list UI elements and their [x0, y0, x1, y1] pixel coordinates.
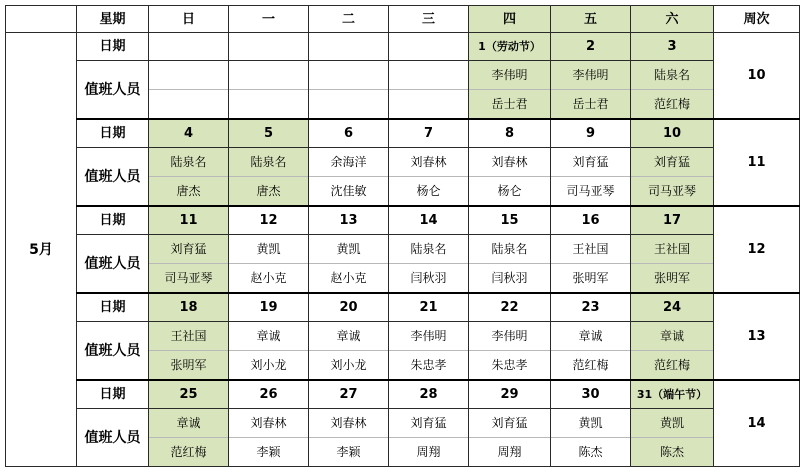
duty-person-secondary: 张明军 — [572, 271, 609, 285]
duty-cell — [229, 322, 309, 381]
date-row-label: 日期 — [77, 380, 149, 409]
duty-person-primary: 刘育猛 — [631, 148, 713, 177]
month-label: 5月 — [6, 33, 77, 467]
week-number: 12 — [714, 206, 800, 293]
duty-cell — [309, 235, 389, 294]
duty-person-secondary: 司马亚琴 — [164, 271, 213, 285]
weekday-header-label: 星期 — [77, 6, 149, 33]
duty-person-primary: 王社国 — [631, 235, 713, 264]
duty-person-primary: 李伟明 — [469, 322, 550, 351]
duty-person-primary: 陆泉名 — [229, 148, 308, 177]
duty-person-primary: 刘春林 — [229, 409, 308, 438]
duty-person-secondary: 唐杰 — [176, 184, 201, 198]
date-cell: 29 — [469, 380, 551, 409]
date-row — [6, 119, 800, 148]
date-cell: 11 — [149, 206, 229, 235]
duty-person-secondary: 闫秋羽 — [491, 271, 528, 285]
duty-cell — [389, 61, 469, 120]
duty-cell — [149, 322, 229, 381]
duty-person-primary: 刘春林 — [389, 148, 468, 177]
date-cell: 30 — [551, 380, 631, 409]
duty-person-secondary: 范红梅 — [653, 358, 690, 372]
duty-person-primary: 刘春林 — [309, 409, 388, 438]
day-header-mon: 一 — [229, 6, 309, 33]
duty-person-primary: 章诚 — [551, 322, 630, 351]
duty-person-primary: 章诚 — [229, 322, 308, 351]
duty-row-label: 值班人员 — [77, 322, 149, 381]
duty-row — [6, 322, 800, 381]
date-row — [6, 293, 800, 322]
date-cell: 15 — [469, 206, 551, 235]
duty-person-secondary: 杨仑 — [497, 184, 522, 198]
duty-person-secondary: 司马亚琴 — [647, 184, 696, 198]
duty-cell — [551, 148, 631, 207]
date-cell: 31（端午节） — [631, 380, 714, 409]
header-row — [6, 6, 800, 33]
duty-person-primary: 李伟明 — [469, 61, 550, 90]
date-cell: 19 — [229, 293, 309, 322]
date-cell: 5 — [229, 119, 309, 148]
day-header-tue: 二 — [309, 6, 389, 33]
duty-person-secondary: 张明军 — [170, 358, 207, 372]
date-cell: 28 — [389, 380, 469, 409]
duty-person-secondary — [149, 90, 228, 118]
day-header-thu: 四 — [469, 6, 551, 33]
duty-person-primary — [389, 61, 468, 90]
duty-person-secondary: 刘小龙 — [330, 358, 367, 372]
duty-cell — [389, 322, 469, 381]
duty-person-primary: 章诚 — [309, 322, 388, 351]
duty-cell — [149, 235, 229, 294]
duty-person-primary: 章诚 — [149, 409, 228, 438]
week-number-header: 周次 — [714, 6, 800, 33]
date-cell: 1（劳动节） — [469, 33, 551, 61]
duty-row — [6, 409, 800, 467]
date-cell: 3 — [631, 33, 714, 61]
date-row-label: 日期 — [77, 206, 149, 235]
duty-person-secondary: 岳士君 — [491, 97, 528, 111]
duty-person-secondary: 岳士君 — [572, 97, 609, 111]
date-row-label: 日期 — [77, 33, 149, 61]
duty-cell — [229, 148, 309, 207]
duty-cell — [551, 61, 631, 120]
date-cell: 22 — [469, 293, 551, 322]
duty-person-secondary: 刘小龙 — [250, 358, 287, 372]
duty-cell — [469, 409, 551, 467]
date-cell: 24 — [631, 293, 714, 322]
duty-person-primary: 刘春林 — [469, 148, 550, 177]
week-number: 11 — [714, 119, 800, 206]
day-header-sat: 六 — [631, 6, 714, 33]
duty-person-secondary: 范红梅 — [170, 445, 207, 459]
duty-cell — [551, 235, 631, 294]
duty-person-secondary: 闫秋羽 — [410, 271, 447, 285]
duty-person-primary: 刘育猛 — [551, 148, 630, 177]
duty-person-secondary: 朱忠孝 — [491, 358, 528, 372]
duty-cell — [149, 61, 229, 120]
duty-cell — [309, 148, 389, 207]
duty-person-secondary: 赵小克 — [250, 271, 287, 285]
duty-person-primary: 刘育猛 — [389, 409, 468, 438]
duty-row-label: 值班人员 — [77, 235, 149, 294]
duty-person-secondary: 范红梅 — [653, 97, 690, 111]
duty-person-primary — [149, 61, 228, 90]
duty-person-secondary: 司马亚琴 — [566, 184, 615, 198]
duty-person-secondary — [389, 90, 468, 118]
duty-person-secondary: 周翔 — [497, 445, 522, 459]
duty-row — [6, 148, 800, 207]
date-cell: 20 — [309, 293, 389, 322]
header-blank-cell — [6, 6, 77, 33]
duty-cell — [309, 322, 389, 381]
date-cell: 9 — [551, 119, 631, 148]
duty-person-primary: 黄凯 — [551, 409, 630, 438]
duty-person-primary: 陆泉名 — [149, 148, 228, 177]
schedule-body — [6, 6, 800, 467]
duty-person-primary: 李伟明 — [551, 61, 630, 90]
duty-person-primary — [229, 61, 308, 90]
date-cell — [149, 33, 229, 61]
duty-row-label: 值班人员 — [77, 409, 149, 467]
duty-cell — [149, 148, 229, 207]
date-cell: 4 — [149, 119, 229, 148]
date-cell: 23 — [551, 293, 631, 322]
date-cell: 27 — [309, 380, 389, 409]
date-cell: 8 — [469, 119, 551, 148]
date-cell: 13 — [309, 206, 389, 235]
duty-cell — [631, 322, 714, 381]
day-header-sun: 日 — [149, 6, 229, 33]
date-cell: 26 — [229, 380, 309, 409]
duty-cell — [469, 322, 551, 381]
duty-cell — [469, 61, 551, 120]
duty-person-secondary: 陈杰 — [659, 445, 684, 459]
date-cell: 25 — [149, 380, 229, 409]
duty-person-primary: 黄凯 — [229, 235, 308, 264]
duty-cell — [389, 148, 469, 207]
duty-cell — [631, 61, 714, 120]
duty-person-secondary: 范红梅 — [572, 358, 609, 372]
duty-cell — [229, 61, 309, 120]
day-header-fri: 五 — [551, 6, 631, 33]
duty-cell — [551, 409, 631, 467]
date-cell: 21 — [389, 293, 469, 322]
duty-person-secondary: 张明军 — [653, 271, 690, 285]
duty-person-primary: 陆泉名 — [631, 61, 713, 90]
duty-cell — [551, 322, 631, 381]
duty-person-primary: 刘育猛 — [469, 409, 550, 438]
duty-person-secondary: 李颖 — [336, 445, 361, 459]
date-row-label: 日期 — [77, 293, 149, 322]
duty-person-secondary — [309, 90, 388, 118]
duty-cell — [389, 235, 469, 294]
date-cell: 10 — [631, 119, 714, 148]
date-row-label: 日期 — [77, 119, 149, 148]
duty-cell — [631, 235, 714, 294]
duty-person-secondary: 朱忠孝 — [410, 358, 447, 372]
date-cell: 18 — [149, 293, 229, 322]
date-row — [6, 206, 800, 235]
week-number: 10 — [714, 33, 800, 120]
duty-cell — [631, 409, 714, 467]
duty-cell — [389, 409, 469, 467]
duty-person-secondary: 赵小克 — [330, 271, 367, 285]
duty-person-primary: 余海洋 — [309, 148, 388, 177]
date-cell — [309, 33, 389, 61]
date-row — [6, 33, 800, 61]
duty-schedule-table — [5, 5, 800, 467]
duty-person-primary: 李伟明 — [389, 322, 468, 351]
duty-person-primary — [309, 61, 388, 90]
duty-person-secondary: 沈佳敏 — [330, 184, 367, 198]
date-cell: 2 — [551, 33, 631, 61]
day-header-wed: 三 — [389, 6, 469, 33]
duty-cell — [149, 409, 229, 467]
duty-person-primary: 黄凯 — [309, 235, 388, 264]
date-cell: 6 — [309, 119, 389, 148]
date-row — [6, 380, 800, 409]
duty-person-secondary: 李颖 — [256, 445, 281, 459]
duty-row-label: 值班人员 — [77, 61, 149, 120]
duty-cell — [469, 148, 551, 207]
week-number: 14 — [714, 380, 800, 467]
duty-row-label: 值班人员 — [77, 148, 149, 207]
duty-person-secondary: 杨仑 — [416, 184, 441, 198]
duty-row — [6, 235, 800, 294]
date-cell: 16 — [551, 206, 631, 235]
date-cell — [229, 33, 309, 61]
duty-row — [6, 61, 800, 120]
date-cell: 14 — [389, 206, 469, 235]
date-cell — [389, 33, 469, 61]
duty-person-primary: 王社国 — [149, 322, 228, 351]
duty-person-primary: 王社国 — [551, 235, 630, 264]
duty-cell — [229, 409, 309, 467]
date-cell: 12 — [229, 206, 309, 235]
duty-person-secondary: 周翔 — [416, 445, 441, 459]
date-cell: 7 — [389, 119, 469, 148]
duty-person-secondary — [229, 90, 308, 118]
duty-cell — [631, 148, 714, 207]
duty-person-secondary: 陈杰 — [578, 445, 603, 459]
duty-cell — [469, 235, 551, 294]
week-number: 13 — [714, 293, 800, 380]
duty-person-primary: 章诚 — [631, 322, 713, 351]
date-cell: 17 — [631, 206, 714, 235]
duty-person-primary: 陆泉名 — [389, 235, 468, 264]
duty-cell — [309, 409, 389, 467]
duty-person-primary: 陆泉名 — [469, 235, 550, 264]
duty-person-secondary: 唐杰 — [256, 184, 281, 198]
duty-person-primary: 黄凯 — [631, 409, 713, 438]
duty-cell — [229, 235, 309, 294]
duty-cell — [309, 61, 389, 120]
duty-person-primary: 刘育猛 — [149, 235, 228, 264]
